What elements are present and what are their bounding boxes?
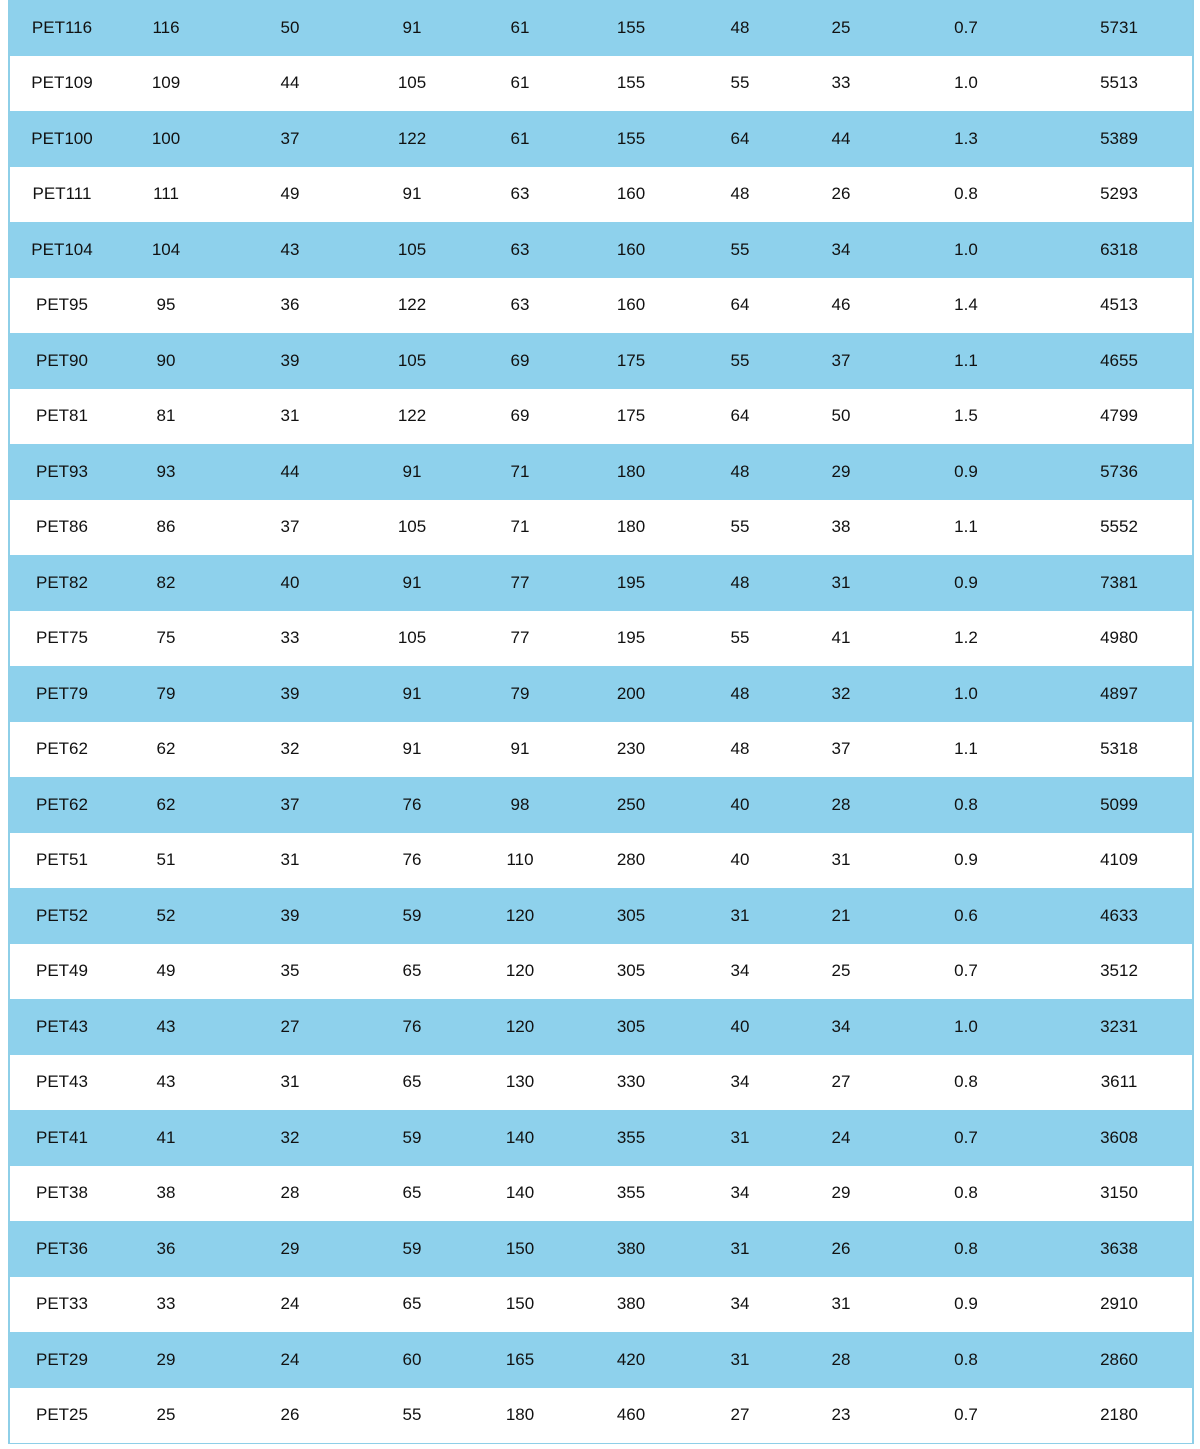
value-cell: 122: [397, 128, 427, 148]
value-cell: 61: [510, 73, 530, 93]
model-cell: PET93: [36, 461, 88, 481]
value-cell: 77: [510, 572, 530, 592]
value-cell: 25: [831, 961, 851, 981]
value-cell: 155: [616, 17, 646, 37]
table-row: [10, 666, 1192, 722]
value-cell: 34: [730, 961, 750, 981]
value-cell: 165: [505, 1349, 535, 1369]
value-cell: 37: [280, 128, 300, 148]
table-row: [10, 611, 1192, 667]
value-cell: 91: [402, 17, 422, 37]
model-cell: PET41: [36, 1127, 88, 1147]
value-cell: 34: [730, 1183, 750, 1203]
value-cell: 110: [506, 850, 534, 870]
value-cell: 40: [280, 572, 300, 592]
value-cell: 28: [831, 1349, 851, 1369]
model-cell: PET43: [36, 1072, 88, 1092]
table-row: [10, 222, 1192, 278]
value-cell: 4655: [1100, 350, 1138, 370]
value-cell: 195: [616, 572, 646, 592]
value-cell: 64: [730, 295, 750, 315]
model-cell: PET79: [36, 683, 88, 703]
value-cell: 71: [510, 517, 530, 537]
value-cell: 31: [730, 1349, 750, 1369]
model-cell: PET82: [36, 572, 88, 592]
value-cell: 34: [730, 1294, 750, 1314]
value-cell: 79: [510, 683, 530, 703]
value-cell: 86: [156, 517, 176, 537]
value-cell: 55: [402, 1405, 422, 1425]
model-cell: PET95: [36, 295, 88, 315]
value-cell: 1.0: [954, 73, 978, 93]
value-cell: 39: [280, 683, 300, 703]
value-cell: 31: [831, 572, 851, 592]
table-row: [10, 333, 1192, 389]
value-cell: 3512: [1100, 961, 1138, 981]
model-cell: PET52: [36, 905, 88, 925]
value-cell: 26: [831, 184, 851, 204]
value-cell: 4799: [1100, 406, 1138, 426]
value-cell: 104: [151, 239, 181, 259]
value-cell: 59: [402, 1238, 422, 1258]
value-cell: 55: [730, 239, 750, 259]
table-row: [10, 777, 1192, 833]
value-cell: 35: [280, 961, 300, 981]
value-cell: 48: [730, 461, 750, 481]
value-cell: 180: [505, 1405, 535, 1425]
value-cell: 105: [397, 73, 427, 93]
table-row: [10, 1388, 1192, 1444]
value-cell: 0.8: [954, 1349, 978, 1369]
value-cell: 32: [280, 1127, 300, 1147]
value-cell: 52: [156, 905, 176, 925]
value-cell: 105: [397, 628, 427, 648]
spec-table-container: [8, 0, 1194, 1444]
value-cell: 95: [156, 295, 176, 315]
value-cell: 230: [616, 739, 646, 759]
value-cell: 27: [730, 1405, 750, 1425]
table-row: [10, 167, 1192, 223]
value-cell: 37: [831, 350, 851, 370]
value-cell: 93: [156, 461, 176, 481]
value-cell: 34: [831, 1016, 851, 1036]
value-cell: 76: [402, 1016, 422, 1036]
value-cell: 305: [616, 961, 646, 981]
value-cell: 63: [510, 184, 530, 204]
value-cell: 120: [505, 905, 535, 925]
model-cell: PET38: [36, 1183, 88, 1203]
value-cell: 39: [280, 905, 300, 925]
table-row: [10, 56, 1192, 112]
value-cell: 79: [156, 683, 176, 703]
value-cell: 59: [402, 1127, 422, 1147]
value-cell: 44: [280, 461, 300, 481]
value-cell: 2910: [1100, 1294, 1138, 1314]
value-cell: 5552: [1100, 517, 1138, 537]
model-cell: PET100: [31, 128, 93, 148]
value-cell: 3611: [1100, 1072, 1138, 1092]
value-cell: 77: [510, 628, 530, 648]
value-cell: 3150: [1100, 1183, 1138, 1203]
value-cell: 1.2: [954, 628, 978, 648]
value-cell: 38: [156, 1183, 176, 1203]
value-cell: 65: [402, 1072, 422, 1092]
value-cell: 63: [510, 295, 530, 315]
value-cell: 380: [616, 1294, 646, 1314]
value-cell: 111: [153, 184, 179, 204]
table-row: [10, 0, 1192, 56]
value-cell: 44: [831, 128, 851, 148]
table-row: [10, 1055, 1192, 1111]
value-cell: 36: [280, 295, 300, 315]
value-cell: 122: [397, 295, 427, 315]
value-cell: 62: [156, 739, 176, 759]
value-cell: 3608: [1100, 1127, 1138, 1147]
value-cell: 43: [280, 239, 300, 259]
table-row: [10, 999, 1192, 1055]
model-cell: PET111: [32, 184, 92, 204]
value-cell: 27: [280, 1016, 300, 1036]
model-cell: PET36: [36, 1238, 88, 1258]
table-row: [10, 888, 1192, 944]
value-cell: 420: [616, 1349, 646, 1369]
value-cell: 31: [730, 1238, 750, 1258]
table-row: [10, 944, 1192, 1000]
model-cell: PET49: [36, 961, 88, 981]
value-cell: 1.5: [954, 406, 978, 426]
value-cell: 0.8: [954, 184, 978, 204]
value-cell: 82: [156, 572, 176, 592]
value-cell: 150: [505, 1238, 535, 1258]
value-cell: 25: [831, 17, 851, 37]
value-cell: 55: [730, 73, 750, 93]
spec-table: [10, 0, 1192, 1443]
value-cell: 28: [280, 1183, 300, 1203]
value-cell: 0.7: [954, 1405, 978, 1425]
value-cell: 5731: [1100, 17, 1138, 37]
value-cell: 4513: [1100, 295, 1138, 315]
value-cell: 31: [730, 1127, 750, 1147]
value-cell: 37: [280, 517, 300, 537]
value-cell: 64: [730, 128, 750, 148]
value-cell: 91: [402, 572, 422, 592]
value-cell: 175: [616, 350, 646, 370]
value-cell: 65: [402, 1183, 422, 1203]
value-cell: 71: [510, 461, 530, 481]
value-cell: 155: [616, 73, 646, 93]
value-cell: 55: [730, 628, 750, 648]
value-cell: 76: [402, 850, 422, 870]
value-cell: 43: [156, 1016, 176, 1036]
value-cell: 46: [831, 295, 851, 315]
value-cell: 91: [402, 683, 422, 703]
value-cell: 105: [397, 239, 427, 259]
value-cell: 36: [156, 1238, 176, 1258]
value-cell: 0.9: [954, 1294, 978, 1314]
value-cell: 59: [402, 905, 422, 925]
table-row: [10, 722, 1192, 778]
value-cell: 33: [156, 1294, 176, 1314]
model-cell: PET51: [36, 850, 88, 870]
value-cell: 180: [616, 517, 646, 537]
value-cell: 91: [402, 739, 422, 759]
value-cell: 48: [730, 683, 750, 703]
value-cell: 5513: [1100, 73, 1138, 93]
model-cell: PET116: [31, 17, 93, 37]
value-cell: 105: [397, 350, 427, 370]
value-cell: 34: [730, 1072, 750, 1092]
value-cell: 41: [156, 1127, 176, 1147]
value-cell: 28: [831, 794, 851, 814]
value-cell: 2180: [1100, 1405, 1138, 1425]
value-cell: 26: [280, 1405, 300, 1425]
value-cell: 48: [730, 184, 750, 204]
model-cell: PET43: [36, 1016, 88, 1036]
value-cell: 140: [505, 1127, 535, 1147]
table-row: [10, 111, 1192, 167]
value-cell: 24: [831, 1127, 851, 1147]
value-cell: 200: [616, 683, 646, 703]
model-cell: PET81: [36, 406, 88, 426]
value-cell: 4109: [1100, 850, 1138, 870]
value-cell: 51: [156, 850, 176, 870]
value-cell: 39: [280, 350, 300, 370]
value-cell: 195: [616, 628, 646, 648]
model-cell: PET33: [36, 1294, 88, 1314]
value-cell: 63: [510, 239, 530, 259]
value-cell: 61: [510, 128, 530, 148]
value-cell: 305: [616, 905, 646, 925]
value-cell: 105: [397, 517, 427, 537]
model-cell: PET86: [36, 517, 88, 537]
value-cell: 5318: [1100, 739, 1138, 759]
value-cell: 27: [831, 1072, 851, 1092]
model-cell: PET109: [31, 73, 93, 93]
value-cell: 64: [730, 406, 750, 426]
value-cell: 65: [402, 961, 422, 981]
model-cell: PET104: [31, 239, 93, 259]
value-cell: 33: [280, 628, 300, 648]
value-cell: 280: [616, 850, 646, 870]
value-cell: 29: [156, 1349, 176, 1369]
value-cell: 0.7: [954, 961, 978, 981]
value-cell: 130: [505, 1072, 535, 1092]
value-cell: 23: [831, 1405, 851, 1425]
value-cell: 3231: [1100, 1016, 1138, 1036]
value-cell: 160: [616, 239, 646, 259]
model-cell: PET62: [36, 794, 88, 814]
value-cell: 91: [402, 461, 422, 481]
value-cell: 25: [156, 1405, 176, 1425]
table-row: [10, 1277, 1192, 1333]
value-cell: 460: [616, 1405, 646, 1425]
value-cell: 140: [505, 1183, 535, 1203]
value-cell: 0.9: [954, 850, 978, 870]
value-cell: 69: [510, 406, 530, 426]
value-cell: 116: [152, 17, 180, 37]
value-cell: 0.8: [954, 794, 978, 814]
value-cell: 31: [280, 850, 300, 870]
value-cell: 0.7: [954, 17, 978, 37]
value-cell: 0.7: [954, 1127, 978, 1147]
value-cell: 330: [616, 1072, 646, 1092]
value-cell: 1.1: [954, 739, 978, 759]
model-cell: PET25: [36, 1405, 88, 1425]
value-cell: 1.0: [954, 1016, 978, 1036]
value-cell: 150: [505, 1294, 535, 1314]
value-cell: 65: [402, 1294, 422, 1314]
value-cell: 160: [616, 295, 646, 315]
value-cell: 0.8: [954, 1238, 978, 1258]
value-cell: 160: [616, 184, 646, 204]
value-cell: 32: [831, 683, 851, 703]
value-cell: 48: [730, 572, 750, 592]
value-cell: 21: [831, 905, 851, 925]
value-cell: 31: [730, 905, 750, 925]
value-cell: 100: [151, 128, 181, 148]
value-cell: 61: [510, 17, 530, 37]
table-row: [10, 444, 1192, 500]
value-cell: 155: [616, 128, 646, 148]
value-cell: 75: [156, 628, 176, 648]
value-cell: 33: [831, 73, 851, 93]
value-cell: 31: [280, 406, 300, 426]
value-cell: 38: [831, 517, 851, 537]
value-cell: 6318: [1100, 239, 1138, 259]
value-cell: 2860: [1100, 1349, 1138, 1369]
value-cell: 31: [831, 850, 851, 870]
value-cell: 32: [280, 739, 300, 759]
value-cell: 29: [831, 1183, 851, 1203]
value-cell: 1.3: [954, 128, 978, 148]
value-cell: 40: [730, 794, 750, 814]
table-row: [10, 833, 1192, 889]
value-cell: 31: [831, 1294, 851, 1314]
value-cell: 62: [156, 794, 176, 814]
value-cell: 91: [402, 184, 422, 204]
value-cell: 250: [616, 794, 646, 814]
value-cell: 380: [616, 1238, 646, 1258]
value-cell: 0.9: [954, 572, 978, 592]
value-cell: 48: [730, 17, 750, 37]
value-cell: 7381: [1100, 572, 1138, 592]
value-cell: 1.4: [954, 295, 978, 315]
value-cell: 0.8: [954, 1072, 978, 1092]
value-cell: 50: [831, 406, 851, 426]
value-cell: 1.0: [954, 683, 978, 703]
value-cell: 34: [831, 239, 851, 259]
value-cell: 175: [616, 406, 646, 426]
value-cell: 49: [156, 961, 176, 981]
value-cell: 109: [151, 73, 181, 93]
value-cell: 355: [616, 1127, 646, 1147]
value-cell: 40: [730, 1016, 750, 1036]
value-cell: 4980: [1100, 628, 1138, 648]
value-cell: 37: [831, 739, 851, 759]
value-cell: 41: [831, 628, 851, 648]
value-cell: 1.1: [954, 350, 978, 370]
value-cell: 5736: [1100, 461, 1138, 481]
value-cell: 0.6: [954, 905, 978, 925]
value-cell: 180: [616, 461, 646, 481]
value-cell: 50: [280, 17, 300, 37]
value-cell: 305: [616, 1016, 646, 1036]
value-cell: 55: [730, 350, 750, 370]
value-cell: 98: [510, 794, 530, 814]
model-cell: PET90: [36, 350, 88, 370]
value-cell: 43: [156, 1072, 176, 1092]
value-cell: 5389: [1100, 128, 1138, 148]
value-cell: 24: [280, 1294, 300, 1314]
value-cell: 1.1: [954, 517, 978, 537]
value-cell: 0.8: [954, 1183, 978, 1203]
value-cell: 91: [510, 739, 530, 759]
table-row: [10, 1221, 1192, 1277]
value-cell: 81: [156, 406, 176, 426]
value-cell: 29: [831, 461, 851, 481]
value-cell: 5099: [1100, 794, 1138, 814]
value-cell: 4633: [1100, 905, 1138, 925]
value-cell: 24: [280, 1349, 300, 1369]
value-cell: 44: [280, 73, 300, 93]
model-cell: PET75: [36, 628, 88, 648]
table-row: [10, 389, 1192, 445]
value-cell: 26: [831, 1238, 851, 1258]
value-cell: 48: [730, 739, 750, 759]
value-cell: 29: [280, 1238, 300, 1258]
value-cell: 4897: [1100, 683, 1138, 703]
value-cell: 1.0: [954, 239, 978, 259]
model-cell: PET29: [36, 1349, 88, 1369]
value-cell: 120: [505, 1016, 535, 1036]
value-cell: 40: [730, 850, 750, 870]
table-row: [10, 1110, 1192, 1166]
table-row: [10, 555, 1192, 611]
value-cell: 76: [402, 794, 422, 814]
model-cell: PET62: [36, 739, 88, 759]
value-cell: 55: [730, 517, 750, 537]
table-row: [10, 1332, 1192, 1388]
value-cell: 60: [402, 1349, 422, 1369]
value-cell: 49: [280, 184, 300, 204]
value-cell: 120: [505, 961, 535, 981]
table-row: [10, 278, 1192, 334]
value-cell: 31: [280, 1072, 300, 1092]
value-cell: 5293: [1100, 184, 1138, 204]
value-cell: 0.9: [954, 461, 978, 481]
value-cell: 69: [510, 350, 530, 370]
value-cell: 37: [280, 794, 300, 814]
value-cell: 122: [397, 406, 427, 426]
value-cell: 90: [156, 350, 176, 370]
value-cell: 3638: [1100, 1238, 1138, 1258]
value-cell: 355: [616, 1183, 646, 1203]
spec-table-body: [10, 0, 1192, 1443]
table-row: [10, 500, 1192, 556]
table-row: [10, 1166, 1192, 1222]
